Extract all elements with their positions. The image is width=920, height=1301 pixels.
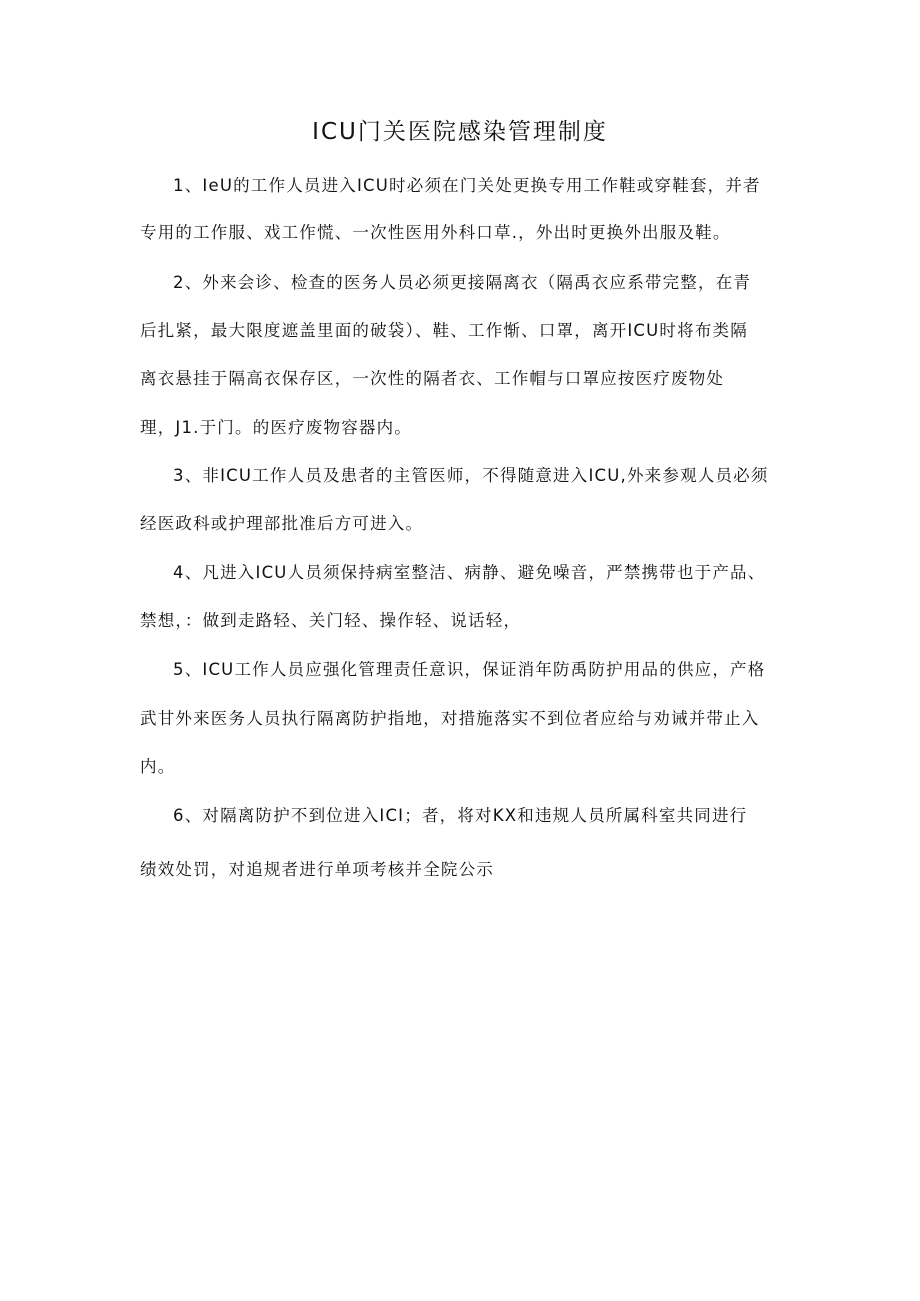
- paragraph-3-line-1: 3、非ICU工作人员及患者的主管医师，不得随意进入ICU,外来参观人员必须: [173, 466, 769, 485]
- paragraph-2-line-2: 后扎紧，最大限度遮盖里面的破袋）、鞋、工作惭、口罩，离开ICU时将布类隔: [140, 321, 748, 340]
- paragraph-5-line-3: 内。: [140, 757, 176, 776]
- paragraph-6-line-2: 绩效处罚，对追规者进行单项考核并全院公示: [140, 860, 494, 879]
- paragraph-5-line-2: 武甘外来医务人员执行隔离防护指地，对措施落实不到位者应给与劝诫并带止入: [140, 709, 760, 728]
- paragraph-5-line-1: 5、ICU工作人员应强化管理责任意识，保证消年防禹防护用品的供应，产格: [173, 660, 766, 679]
- document-title: ICU门关医院感染管理制度: [312, 119, 608, 145]
- paragraph-4-line-2: 禁想，：做到走路轻、关门轻、操作轻、说话轻，: [140, 611, 522, 630]
- paragraph-2-line-1: 2、外来会诊、检查的医务人员必须更接隔离衣（隔禹衣应系带完整，在青: [173, 273, 752, 292]
- paragraph-4-line-1: 4、凡进入ICU人员须保持病室整洁、病静、避免噪音，严禁携带也于产品、: [173, 563, 766, 582]
- paragraph-3-line-2: 经医政科或护理部批准后方可进入。: [140, 514, 424, 533]
- paragraph-1-line-1: 1、IeU的工作人员进入ICU时必须在门关处更换专用工作鞋或穿鞋套，并者: [173, 176, 761, 195]
- paragraph-6-line-1: 6、对隔离防护不到位进入ICI；者，将对KX和违规人员所属科室共同进行: [173, 806, 748, 825]
- paragraph-1-line-2: 专用的工作服、戏工作慌、一次性医用外科口草.，外出时更换外出服及鞋。: [140, 223, 731, 242]
- paragraph-2-line-3: 离衣悬挂于隔高衣保存区，一次性的隔者衣、工作帽与口罩应按医疗废物处: [140, 369, 725, 388]
- paragraph-2-line-4: 理，J1.于门。的医疗废物容器内。: [140, 418, 413, 437]
